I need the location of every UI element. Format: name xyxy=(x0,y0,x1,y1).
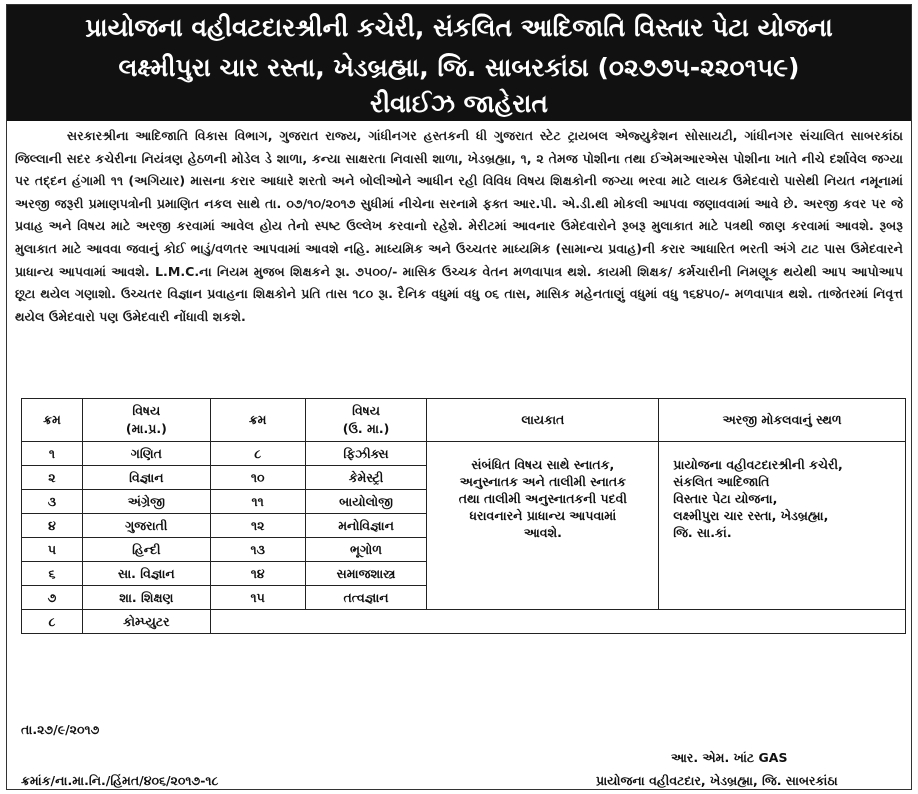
row-subject-1: વિજ્ઞાન xyxy=(82,466,210,490)
row-num-1: ૭ xyxy=(22,586,83,610)
row-num-1: ૫ xyxy=(22,538,83,562)
header-notice-title: રીવાઈઝ જાહેરાત xyxy=(370,89,548,118)
row-subject-1: કોમ્પ્યુટર xyxy=(82,610,210,634)
address-line: જિ. સા.કાં. xyxy=(673,525,732,540)
row-subject-1: સા. વિજ્ઞાન xyxy=(82,562,210,586)
row-subject-2: ભૂગોળ xyxy=(305,538,427,562)
address-line: સંકલિત આદિજાતિ xyxy=(673,474,770,489)
header-qualification: લાયકાત xyxy=(427,399,659,442)
notice-date: તા.૨૭/૯/૨૦૧૭ xyxy=(21,722,100,737)
row-num-1: ૪ xyxy=(22,514,83,538)
advertisement-page xyxy=(6,4,912,790)
issuing-office: પ્રાયોજના વહીવટદાર, ખેડબ્રહ્મા, જિ. સાબરકાંઠા xyxy=(596,773,838,788)
reference-number: ક્રમાંક/ના.મા.નિ./હિંમત/૪૦૬/૨૦૧૭-૧૮ xyxy=(21,773,219,788)
header-address: લક્ષ્મીપુરા ચાર રસ્તા, ખેડબ્રહ્મા, જિ. સાબરકાંઠા (૦૨૭૭૫-૨૨૦૧૫૯) xyxy=(118,53,800,82)
row-subject-2: ફિઝીક્સ xyxy=(305,442,427,466)
application-address-cell xyxy=(659,442,906,610)
header-num-1: ક્રમ xyxy=(22,399,83,442)
row-num-1: ૩ xyxy=(22,490,83,514)
header-subject-secondary xyxy=(82,399,210,442)
row-subject-1: હિન્દી xyxy=(82,538,210,562)
address-line: લક્ષ્મીપુરા ચાર રસ્તા, ખેડબ્રહ્મા, xyxy=(673,508,829,523)
notice-body-text: સરકારશ્રીના આદિજાતિ વિકાસ વિભાગ, ગુજરાત રાજ્ય, ગાંધીનગર હસ્તકની ધી ગુજરાત સ્ટેટ ટ્રાયબલ એજ્યુકેશન સોસાયટી, ગાંધીનગર સંચાલિત સાબરકાંઠા જિલ્લાની સદર કચેરીના નિયંત્રણ હેઠળની મોડેલ ડે શાળા, કન્યા સાક્ષરતા નિવાસી શાળા, ખેડબ્રહ્મા, ૧, ૨ તેમજ પોશીના તથા ઈએમઆરએસ પોશીના ખાતે નીચે દર્શાવેલ જગ્યા પર તદ્દન હંગામી ૧૧ (અગિયાર) માસના કરાર આધારે શરતો અને બોલીઓને આધીન રહી વિવિધ વિષય શિક્ષકોની જગ્યા ભરવા માટે લાયક ઉમેદવારો પાસેથી નિયત નમૂનામાં અરજી જરૂરી પ્રમાણપત્રોની પ્રમાણિત નકલ સાથે તા. ૦૭/૧૦/૨૦૧૭ સુધીમાં નીચેના સરનામે ફક્ત આર.પી. એ.ડી.થી મોકલી આપવા જણાવવામાં આવે છે. અરજી કવર પર જે પ્રવાહ અને વિષય માટે અરજી કરવામાં આવેલ હોય તેનો સ્પષ્ટ ઉલ્લેખ કરવાનો રહેશે. મેરીટમાં આવનાર ઉમેદવારોને રૂબરૂ મુલાકાત માટે પત્રથી જાણ કરવામાં આવશે. રૂબરૂ મુલાકાત માટે આવવા જવાનું કોઈ ભાડું/વળતર આપવામાં આવશે નહિ. માધ્યમિક અને ઉચ્ચતર માધ્યમિક (સામાન્ય પ્રવાહ)ની કરાર આધારિત ભરતી અંગે ટાટ પાસ ઉમેદવારને પ્રાધાન્ય આપવામાં આવશે. L.M.C.ના નિયમ મુજબ શિક્ષકને રૂા. ૭૫૦૦/- માસિક ઉચ્ચક વેતન મળવાપાત્ર થશે. કાયમી શિક્ષક/ કર્મચારીની નિમણૂક થયેથી આપ આપોઆપ છૂટા થયેલ ગણાશો. ઉચ્ચતર વિજ્ઞાન પ્રવાહના શિક્ષકોને પ્રતિ તાસ ૧૮૦ રૂા. દૈનિક વધુમાં વધુ ૦૬ તાસ, માસિક મહેનતાણું વધુમાં વધુ ૧૬૪૫૦/- મળવાપાત્ર થશે. તાજેતરમાં નિવૃત્ત થયેલ ઉમેદવારો પણ ઉમેદવારી નોંધાવી શકશે. xyxy=(15,128,903,324)
empty-merged-cell xyxy=(210,610,905,634)
table-row xyxy=(22,610,906,634)
row-num-2: ૧૪ xyxy=(210,562,305,586)
row-subject-2: મનોવિજ્ઞાન xyxy=(305,514,427,538)
row-num-2: ૧૫ xyxy=(210,586,305,610)
header-num-2: ક્રમ xyxy=(210,399,305,442)
header-banner xyxy=(7,5,911,121)
row-subject-1: ગણિત xyxy=(82,442,210,466)
row-num-2: ૧૨ xyxy=(210,514,305,538)
table-header-row xyxy=(22,399,906,442)
row-num-1: ૧ xyxy=(22,442,83,466)
row-subject-1: ગુજરાતી xyxy=(82,514,210,538)
row-num-1: ૬ xyxy=(22,562,83,586)
row-subject-2: સમાજશાસ્ત્ર xyxy=(305,562,427,586)
row-num-2: ૧૧ xyxy=(210,490,305,514)
signer-name: આર. એમ. ખાંટ GAS xyxy=(671,750,788,765)
address-line: પ્રાયોજના વહીવટદારશ્રીની કચેરી, xyxy=(673,457,843,472)
row-subject-1: અંગ્રેજી xyxy=(82,490,210,514)
address-line: વિસ્તાર પેટા યોજના, xyxy=(673,491,778,506)
header-office-title: પ્રાયોજના વહીવટદારશ્રીની કચેરી, સંકલિત આદિજાતિ વિસ્તાર પેટા યોજના xyxy=(85,13,833,42)
table-row xyxy=(22,442,906,466)
row-num-2: ૮ xyxy=(210,442,305,466)
qualification-cell: સંબંધિત વિષય સાથે સ્નાતક, અનુસ્નાતક અને તાલીમી સ્નાતક તથા તાલીમી અનુસ્નાતકની પદવી ધરાવનારને પ્રાધાન્ય આપવામાં આવશે. xyxy=(427,442,659,610)
vacancy-table xyxy=(21,398,906,634)
header-subject-secondary-text: વિષય (મા.પ્ર.) xyxy=(125,403,167,436)
header-application-address: અરજી મોકલવાનું સ્થળ xyxy=(659,399,906,442)
row-num-2: ૧૦ xyxy=(210,466,305,490)
row-subject-2: કેમેસ્ટ્રી xyxy=(305,466,427,490)
row-num-1: ૨ xyxy=(22,466,83,490)
row-subject-1: શા. શિક્ષણ xyxy=(82,586,210,610)
row-subject-2: બાયોલોજી xyxy=(305,490,427,514)
row-num-2: ૧૩ xyxy=(210,538,305,562)
header-subject-higher-secondary-text: વિષય (ઉ. મા.) xyxy=(342,403,390,436)
row-num-1: ૮ xyxy=(22,610,83,634)
row-subject-2: તત્વજ્ઞાન xyxy=(305,586,427,610)
header-subject-higher-secondary xyxy=(305,399,427,442)
